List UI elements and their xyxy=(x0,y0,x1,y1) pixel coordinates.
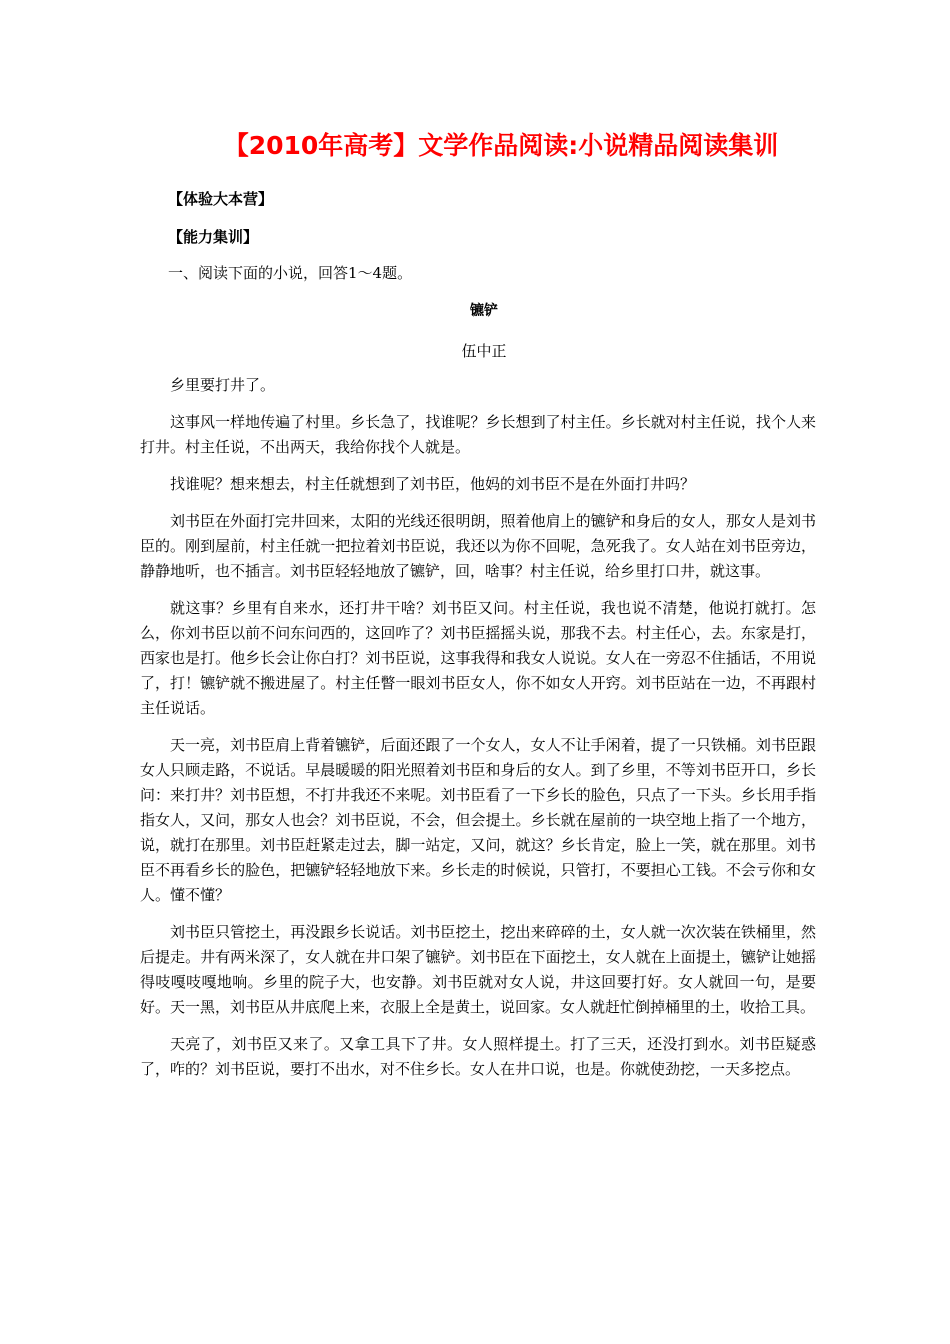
reading-instruction: 一、阅读下面的小说，回答1～4题。 xyxy=(168,264,413,282)
story-paragraph: 天一亮，刘书臣肩上背着镳铲，后面还跟了一个女人，女人不让手闲着，提了一只铁桶。刘书臣跟女人只顾走路，不说话。早晨暖暖的阳光照着刘书臣和身后的女人。到了乡里，不等刘书臣开口，乡长问：来打井？刘书臣想，不打井我还不来呢。刘书臣看了一下乡长的脸色，只点了一下头。乡长用手指指女人，又问，那女人也会？刘书臣说，不会，但会提土。乡长就在屋前的一块空地上指了一个地方，说，就打在那里。刘书臣赶紧走过去，脚一站定，又问，就这？乡长肯定，脸上一笑，就在那里。刘书臣不再看乡长的脸色，把镳铲轻轻地放下来。乡长走的时候说，只管打，不要担心工钱。不会亏你和女人。懂不懂？ xyxy=(140,736,816,904)
story-paragraph: 就这事？乡里有自来水，还打井干啥？刘书臣又问。村主任说，我也说不清楚，他说打就打。怎么，你刘书臣以前不问东问西的，这回咋了？刘书臣摇摇头说，那我不去。村主任心，去。东家是打，西家也是打。他乡长会让你白打？刘书臣说，这事我得和我女人说说。女人在一旁忍不住插话，不用说了，打！镳铲就不搬进屋了。村主任瞥一眼刘书臣女人，你不如女人开窍。刘书臣站在一边，不再跟村主任说话。 xyxy=(140,599,816,717)
document-title-text: 【2010年高考】文学作品阅读:小说精品阅读集训 xyxy=(223,131,779,160)
story-paragraph: 找谁呢？想来想去，村主任就想到了刘书臣，他妈的刘书臣不是在外面打井吗？ xyxy=(170,475,696,493)
story-author: 伍中正 xyxy=(461,342,507,360)
story-paragraph: 这事风一样地传遍了村里。乡长急了，找谁呢？乡长想到了村主任。乡长就对村主任说，找个人来打井。村主任说，不出两天，我给你找个人就是。 xyxy=(140,413,816,456)
section-label-experience: 【体验大本营】 xyxy=(168,190,274,208)
story-body xyxy=(140,373,816,1094)
story-paragraph: 天亮了，刘书臣又来了。又拿工具下了井。女人照样提土。打了三天，还没打到水。刘书臣疑惑了，咋的？刘书臣说，要打不出水，对不住乡长。女人在井口说，也是。你就使劲挖，一天多挖点。 xyxy=(140,1035,816,1078)
document-title xyxy=(0,128,950,164)
story-paragraph: 乡里要打井了。 xyxy=(170,376,276,394)
section-label-ability: 【能力集训】 xyxy=(168,228,259,246)
story-paragraph: 刘书臣在外面打完井回来，太阳的光线还很明朗，照着他肩上的镳铲和身后的女人，那女人是刘书臣的。刚到屋前，村主任就一把拉着刘书臣说，我还以为你不回呢，急死我了。女人站在刘书臣旁边，静静地听，也不插言。刘书臣轻轻地放了镳铲，回，啥事？村主任说，给乡里打口井，就这事。 xyxy=(140,512,816,580)
story-title: 镳铲 xyxy=(470,303,498,319)
story-paragraph: 刘书臣只管挖土，再没跟乡长说话。刘书臣挖土，挖出来碎碎的土，女人就一次次装在铁桶里，然后提走。井有两米深了，女人就在井口架了镳铲。刘书臣在下面挖土，女人就在上面提土，镳铲让她摇得吱嘎吱嘎地响。乡里的院子大，也安静。刘书臣就对女人说，井这回要打好。女人就回一句，是要好。天一黑，刘书臣从井底爬上来，衣服上全是黄土，说回家。女人就赶忙倒掉桶里的土，收拾工具。 xyxy=(140,923,816,1016)
